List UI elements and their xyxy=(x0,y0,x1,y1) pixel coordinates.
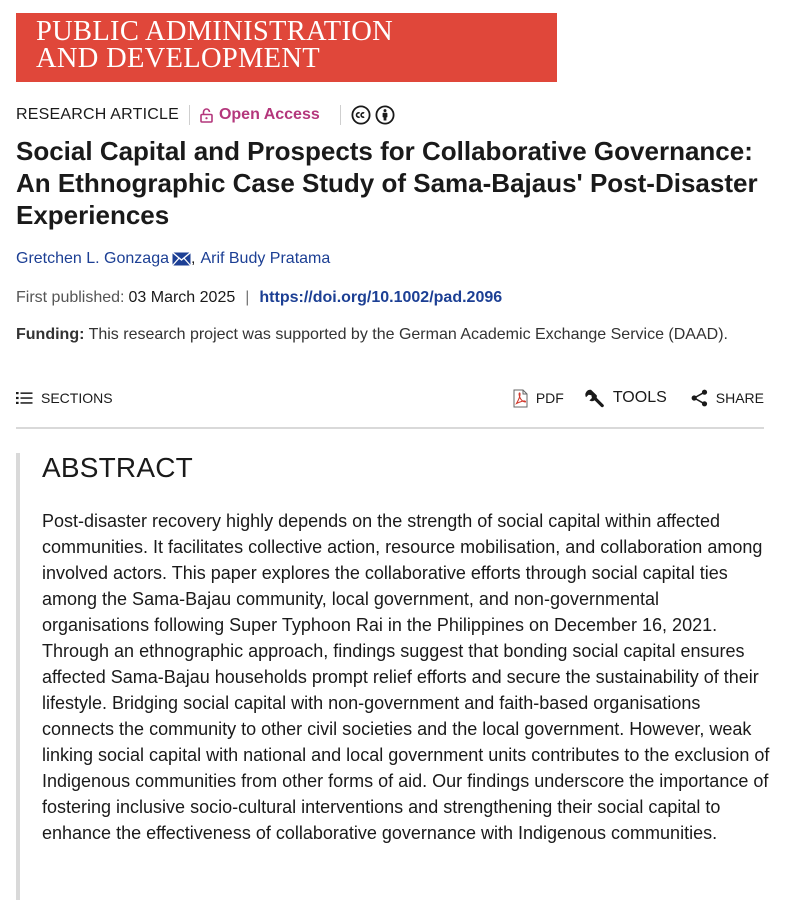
journal-name-line-2: AND DEVELOPMENT xyxy=(36,43,320,74)
by-icon xyxy=(375,105,395,125)
list-icon xyxy=(16,391,33,405)
pdf-icon xyxy=(513,389,528,408)
sections-label: SECTIONS xyxy=(41,390,113,406)
open-access-label: Open Access xyxy=(218,106,320,123)
share-label: SHARE xyxy=(715,390,764,406)
article-meta-row xyxy=(16,103,395,127)
doi-link[interactable]: https://doi.org/10.1002/pad.2096 xyxy=(259,289,503,306)
author-list xyxy=(16,250,330,268)
pipe-separator: | xyxy=(245,289,250,306)
share-icon xyxy=(691,389,708,407)
publication-info xyxy=(16,289,502,307)
pdf-button[interactable] xyxy=(513,389,564,408)
sections-button[interactable] xyxy=(16,390,113,406)
funding-statement xyxy=(16,326,776,344)
journal-banner[interactable] xyxy=(16,13,557,82)
abstract-accent-bar xyxy=(16,453,20,900)
cc-icon xyxy=(351,105,371,125)
open-access-badge[interactable] xyxy=(200,106,320,124)
envelope-icon[interactable] xyxy=(172,252,191,266)
wrench-icon xyxy=(584,388,605,409)
license-icons[interactable] xyxy=(351,105,395,125)
tools-label: TOOLS xyxy=(612,389,667,406)
share-button[interactable] xyxy=(691,389,764,407)
abstract-text: Post-disaster recovery highly depends on the strength of social capital within affected communities. It facilitates collective action, resource mobilisation, and collaboration among involved actors. This paper explores the collaborative efforts through social capital ties among the Sama-Bajau community, local government, and non-governmental organisations following Super Typhoon Rai in the Philippines on December 16, 2021. Through an ethnographic approach, findings suggest that bonding social capital ensures affected Sama-Bajau households prompt relief efforts and secure the sustainability of their lifestyle. Bridging social capital with non-government and faith-based organisations connects the community to other civil societies and the local government. However, weak linking social capital with national and local government units contributes to the exclusion of Indigenous communities from other forms of aid. Our findings underscore the importance of fostering inclusive socio-cultural interventions and strengthening their social capital to enhance the effectiveness of collaborative governance with Indigenous communities. xyxy=(42,511,770,843)
meta-divider xyxy=(189,105,190,125)
abstract-heading: ABSTRACT xyxy=(42,452,193,483)
funding-label: Funding: xyxy=(16,326,85,343)
publication-date: 03 March 2025 xyxy=(128,289,236,306)
article-toolbar xyxy=(16,384,764,412)
meta-divider xyxy=(340,105,341,125)
pdf-label: PDF xyxy=(535,390,564,406)
section-divider xyxy=(16,427,764,429)
unlock-icon xyxy=(200,108,213,123)
funding-text: This research project was supported by the German Academic Exchange Service (DAAD). xyxy=(88,326,728,343)
author-link[interactable]: Arif Budy Pratama xyxy=(200,250,331,267)
author-separator: , xyxy=(190,250,196,267)
tools-button[interactable] xyxy=(584,388,667,409)
article-title: Social Capital and Prospects for Collaborative Governance: An Ethnographic Case Study of Sama-Bajaus' Post-Disaster Experiences xyxy=(16,136,758,230)
first-published-label: First published: xyxy=(16,289,125,306)
article-type: RESEARCH ARTICLE xyxy=(16,106,179,123)
journal-name-line-1: PUBLIC ADMINISTRATION xyxy=(36,16,394,47)
author-link[interactable]: Gretchen L. Gonzaga xyxy=(16,250,169,267)
